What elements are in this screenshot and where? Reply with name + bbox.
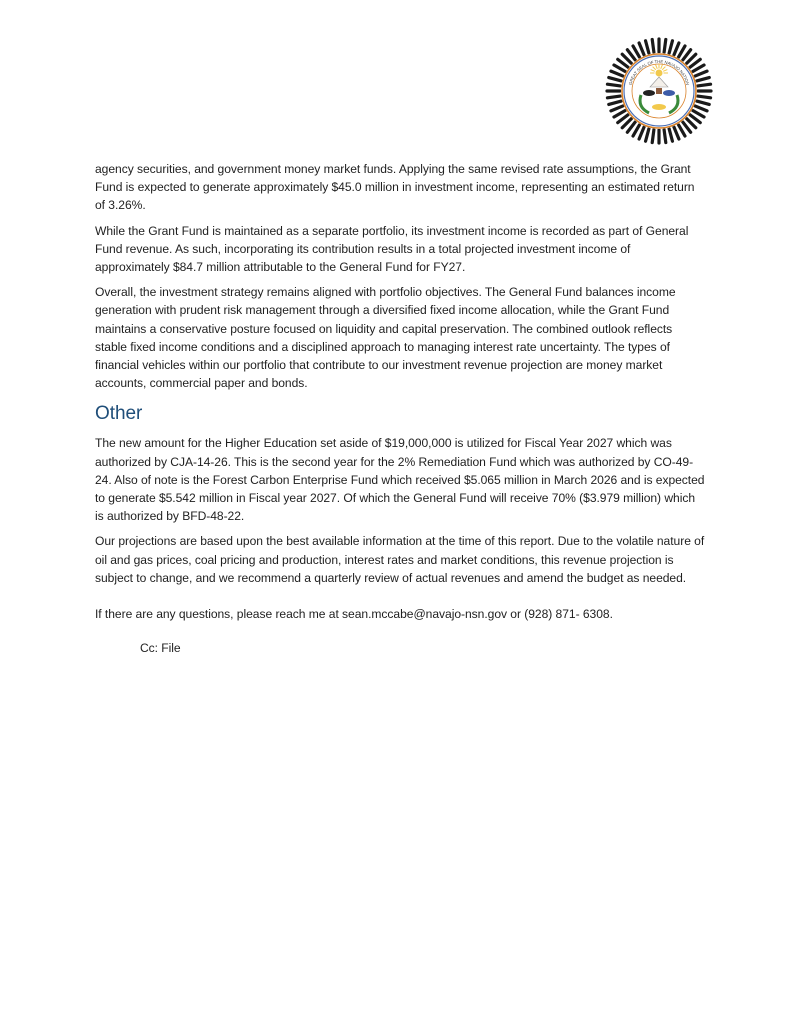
seal-ray xyxy=(669,129,672,142)
seal-ray xyxy=(664,130,666,143)
seal-ray xyxy=(664,39,666,52)
seal-ray xyxy=(693,111,704,118)
seal-ray xyxy=(607,84,620,86)
paragraph-investment-strategy: Overall, the investment strategy remains aligned with portfolio objectives. The General Fund balances income generation with prudent risk management through a diversified fixed income allocation, while the Grant Fund maintains a conservative posture focused on liquidity and capital preservation. The combined outlook reflects stable fixed income conditions and a disciplined approach to managing interest rate uncertainty. The types of financial vehicles within our portfolio that contribute to our investment revenue projection are money market accounts, commercial paper and bonds. xyxy=(95,285,676,391)
seal-ray xyxy=(639,43,644,55)
seal-text: GREAT SEAL OF THE NAVAJO NATION xyxy=(627,58,691,86)
seal-ray xyxy=(652,39,654,52)
seal-ray xyxy=(639,127,644,139)
sun-disc xyxy=(656,70,663,77)
paragraph-grant-fund-general-fund: While the Grant Fund is maintained as a separate portfolio, its investment income is recorded as part of General Fund revenue. As such, incorporating its contribution results in a total projected investment income of approximately $84.7 million attributable to the General Fund for FY27. xyxy=(95,223,689,275)
seal-ray xyxy=(607,96,620,98)
seal-ray xyxy=(674,43,679,55)
seal-graphic xyxy=(605,37,713,145)
seal-ray xyxy=(693,65,704,72)
seal-ray xyxy=(633,46,640,57)
seal-ray xyxy=(614,65,625,72)
seal-ray xyxy=(611,106,623,111)
seal-ray xyxy=(646,129,649,142)
great-seal-icon xyxy=(605,37,713,145)
seal-ray xyxy=(679,46,686,57)
seal-ray xyxy=(695,71,707,76)
seal-ray xyxy=(646,41,649,54)
hogan-icon xyxy=(656,88,662,94)
paragraph-other-funds: The new amount for the Higher Education set aside of $19,000,000 is utilized for Fiscal Year 2027 which was authorized by CJA-14-26. This is the second year for the 2% Remediation Fund which was authorized by CO-49-24. Also of note is the Forest Carbon Enterprise Fund which received $5.065 million in March 2026 and is expected to generate $5.542 million in Fiscal year 2027. Of which the General Fund will receive 70% ($3.979 million) which is authorized by BFD-48-22. xyxy=(95,436,705,524)
seal-ray xyxy=(669,41,672,54)
section-heading-other: Other xyxy=(95,403,143,425)
seal-ray xyxy=(679,125,686,136)
seal-ray xyxy=(633,125,640,136)
paragraph-projections-disclaimer: Our projections are based upon the best available information at the time of this report. Due to the volatile nature of oil and gas prices, coal pricing and production, interest rates and market conditions, this revenue projection is subject to change, and we recommend a quarterly review of actual revenues and amend the budget as needed. xyxy=(95,534,705,585)
seal-ray xyxy=(698,84,711,86)
contact-line: If there are any questions, please reach me at sean.mccabe@navajo-nsn.gov or (928) 871- 6308. xyxy=(95,607,613,622)
seal-ray xyxy=(609,101,622,104)
seal-ray xyxy=(611,71,623,76)
seal-ray xyxy=(674,127,679,139)
seal-ray xyxy=(698,96,711,98)
paragraph-grant-fund-income: agency securities, and government money market funds. Applying the same revised rate assumptions, the Grant Fund is expected to generate approximately $45.0 million in investment income, representing an estimated return of 3.26%. xyxy=(95,162,695,213)
seal-ray xyxy=(652,130,654,143)
seal-ray xyxy=(695,106,707,111)
seal-ray xyxy=(609,78,622,81)
document-body xyxy=(95,160,705,664)
cc-line: Cc: File xyxy=(140,641,181,656)
seal-ray xyxy=(697,78,710,81)
blue-mountain-icon xyxy=(663,90,675,96)
black-mountain-icon xyxy=(643,90,655,96)
seal-ray xyxy=(614,111,625,118)
yellow-mountain-icon xyxy=(652,104,666,110)
seal-ray xyxy=(697,101,710,104)
